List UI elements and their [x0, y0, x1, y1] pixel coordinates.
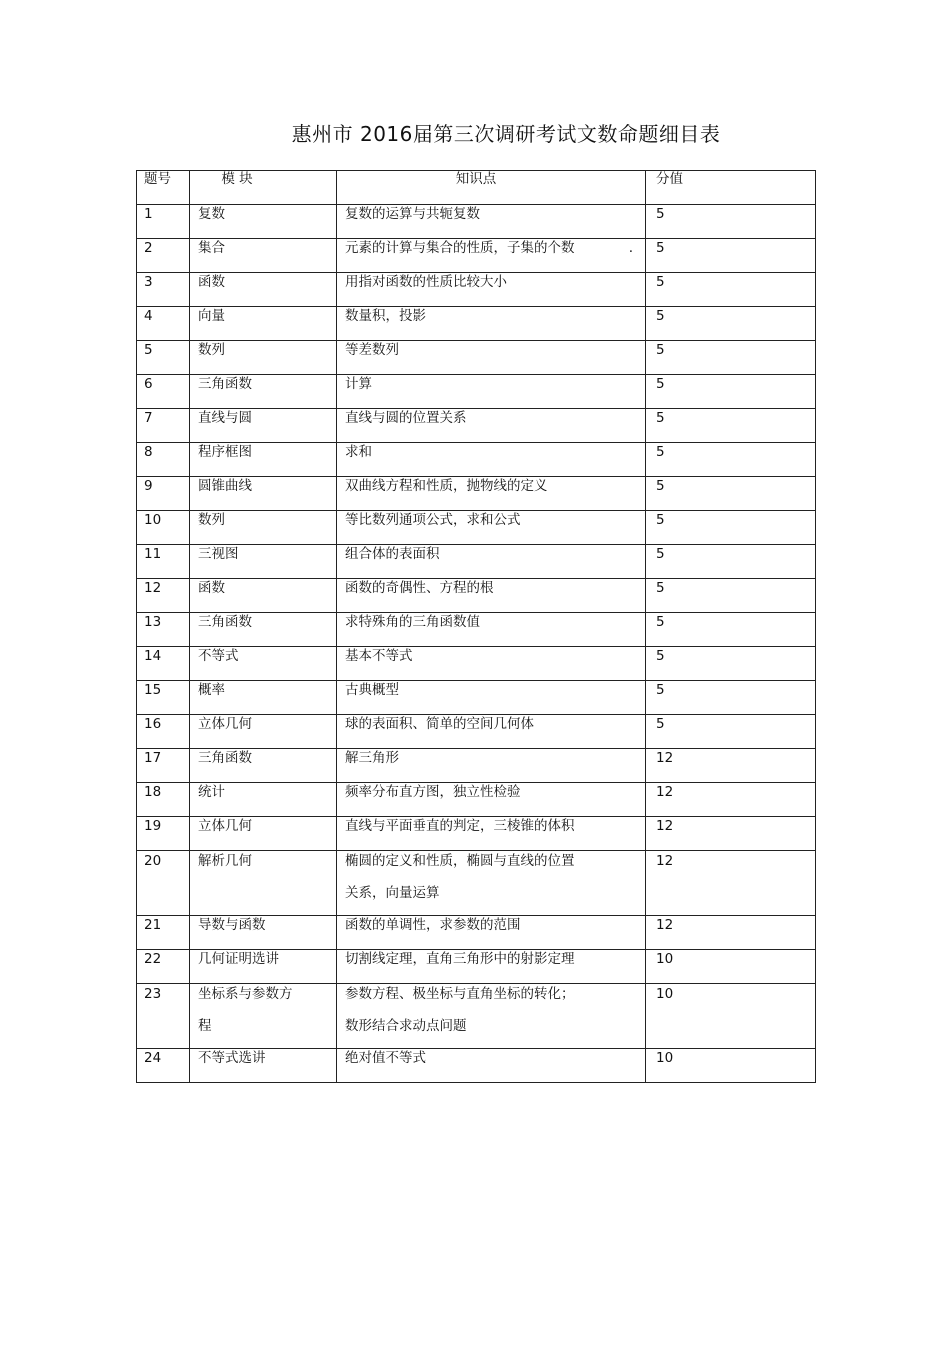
cell-module-text: 导数与函数	[198, 917, 266, 933]
cell-module-text: 几何证明选讲	[198, 951, 279, 967]
table-row	[137, 783, 816, 817]
cell-score-text: 12	[656, 917, 674, 933]
cell-score-text: 5	[656, 682, 665, 698]
cell-point	[337, 647, 646, 681]
cell-no	[137, 375, 190, 409]
cell-point	[337, 443, 646, 477]
cell-score	[646, 545, 816, 579]
cell-module-text: 程序框图	[198, 444, 252, 460]
cell-module-text: 三角函数	[198, 614, 252, 630]
cell-score-text: 5	[656, 478, 665, 494]
cell-point	[337, 851, 646, 916]
cell-module	[190, 851, 337, 916]
cell-point-text: 绝对值不等式	[345, 1050, 426, 1066]
cell-score	[646, 511, 816, 545]
cell-score	[646, 715, 816, 749]
cell-point-text: 基本不等式	[345, 648, 413, 664]
cell-score-text: 5	[656, 716, 665, 732]
cell-module	[190, 443, 337, 477]
cell-module-text-line2: 程	[198, 1018, 212, 1034]
cell-no	[137, 443, 190, 477]
cell-module-text: 三角函数	[198, 376, 252, 392]
header-score: 分值	[646, 171, 816, 205]
cell-point	[337, 984, 646, 1049]
cell-module-text: 不等式选讲	[198, 1050, 266, 1066]
cell-module	[190, 647, 337, 681]
cell-module-text: 数列	[198, 512, 225, 528]
table-row	[137, 477, 816, 511]
cell-point	[337, 749, 646, 783]
cell-no	[137, 239, 190, 273]
cell-no-text: 11	[144, 546, 162, 562]
cell-score	[646, 681, 816, 715]
cell-no	[137, 409, 190, 443]
cell-module	[190, 715, 337, 749]
cell-module-text: 立体几何	[198, 716, 252, 732]
cell-point-text: 等比数列通项公式，求和公式	[345, 512, 521, 528]
cell-module-text: 圆锥曲线	[198, 478, 252, 494]
cell-point-text: 直线与平面垂直的判定，三棱锥的体积	[345, 818, 575, 834]
cell-module	[190, 681, 337, 715]
cell-module	[190, 477, 337, 511]
cell-no-text: 16	[144, 716, 162, 732]
cell-score-text: 12	[656, 750, 674, 766]
cell-score-text: 5	[656, 444, 665, 460]
table-row	[137, 613, 816, 647]
cell-score	[646, 579, 816, 613]
cell-score-text: 5	[656, 512, 665, 528]
cell-no	[137, 715, 190, 749]
cell-score-text: 5	[656, 614, 665, 630]
cell-no-text: 22	[144, 951, 162, 967]
cell-no-text: 7	[144, 410, 153, 426]
cell-score	[646, 613, 816, 647]
table-row	[137, 1049, 816, 1083]
cell-point	[337, 916, 646, 950]
cell-module-text: 函数	[198, 580, 225, 596]
cell-point	[337, 715, 646, 749]
table-row	[137, 681, 816, 715]
cell-score	[646, 375, 816, 409]
table-header-row	[137, 171, 816, 205]
cell-score-text: 5	[656, 274, 665, 290]
cell-point-text: 参数方程、极坐标与直角坐标的转化；	[345, 986, 575, 1002]
cell-score-text: 12	[656, 818, 674, 834]
cell-no	[137, 341, 190, 375]
cell-module	[190, 409, 337, 443]
cell-point	[337, 783, 646, 817]
cell-point-text: 古典概型	[345, 682, 399, 698]
cell-point-text: 复数的运算与共轭复数	[345, 206, 480, 222]
cell-no	[137, 273, 190, 307]
cell-module	[190, 307, 337, 341]
header-module: 模 块	[190, 171, 337, 205]
cell-no-text: 18	[144, 784, 162, 800]
cell-module	[190, 273, 337, 307]
cell-module-text: 解析几何	[198, 853, 252, 869]
cell-no	[137, 477, 190, 511]
cell-no-text: 4	[144, 308, 153, 324]
cell-point-text: 元素的计算与集合的性质，子集的个数	[345, 240, 575, 256]
cell-score	[646, 273, 816, 307]
cell-no-text: 2	[144, 240, 153, 256]
cell-score	[646, 647, 816, 681]
cell-no-text: 3	[144, 274, 153, 290]
cell-point-text: 数量积，投影	[345, 308, 426, 324]
cell-no	[137, 307, 190, 341]
cell-score-text: 5	[656, 206, 665, 222]
header-point: 知识点	[337, 171, 646, 205]
cell-module-text: 集合	[198, 240, 225, 256]
cell-score	[646, 916, 816, 950]
cell-no-text: 24	[144, 1050, 162, 1066]
cell-module-text: 函数	[198, 274, 225, 290]
cell-point	[337, 341, 646, 375]
table-row	[137, 239, 816, 273]
cell-point	[337, 545, 646, 579]
cell-point	[337, 613, 646, 647]
cell-module-text: 统计	[198, 784, 225, 800]
cell-no-text: 1	[144, 206, 153, 222]
cell-point-text: 等差数列	[345, 342, 399, 358]
cell-no-text: 23	[144, 986, 162, 1002]
cell-module-text: 不等式	[198, 648, 239, 664]
cell-module-text: 坐标系与参数方	[198, 986, 293, 1002]
cell-score	[646, 851, 816, 916]
header-no: 题号	[137, 171, 190, 205]
cell-no-text: 12	[144, 580, 162, 596]
cell-module	[190, 613, 337, 647]
cell-no-text: 19	[144, 818, 162, 834]
table-row	[137, 205, 816, 239]
cell-point-text: 计算	[345, 376, 372, 392]
table-row	[137, 851, 816, 916]
cell-no-text: 13	[144, 614, 162, 630]
cell-no	[137, 545, 190, 579]
cell-point-text: 求和	[345, 444, 372, 460]
cell-module-text: 直线与圆	[198, 410, 252, 426]
cell-no-text: 6	[144, 376, 153, 392]
cell-no-text: 20	[144, 853, 162, 869]
cell-score-text: 5	[656, 546, 665, 562]
cell-no	[137, 511, 190, 545]
table-row	[137, 511, 816, 545]
cell-module	[190, 511, 337, 545]
cell-module	[190, 341, 337, 375]
cell-point-text: 解三角形	[345, 750, 399, 766]
cell-no	[137, 916, 190, 950]
cell-point-mark: .	[628, 240, 633, 256]
cell-point-text: 直线与圆的位置关系	[345, 410, 467, 426]
cell-score-text: 5	[656, 308, 665, 324]
cell-module	[190, 1049, 337, 1083]
cell-score	[646, 341, 816, 375]
cell-module	[190, 749, 337, 783]
spec-table	[136, 170, 816, 1083]
cell-point	[337, 477, 646, 511]
cell-point	[337, 205, 646, 239]
cell-score	[646, 783, 816, 817]
table-row	[137, 443, 816, 477]
cell-score-text: 5	[656, 648, 665, 664]
cell-point	[337, 511, 646, 545]
cell-score-text: 5	[656, 410, 665, 426]
table-row	[137, 916, 816, 950]
cell-module-text: 立体几何	[198, 818, 252, 834]
cell-module	[190, 916, 337, 950]
cell-module	[190, 545, 337, 579]
cell-score-text: 5	[656, 342, 665, 358]
cell-point-text-line2: 关系，向量运算	[345, 885, 440, 901]
cell-point-text: 求特殊角的三角函数值	[345, 614, 480, 630]
cell-no-text: 17	[144, 750, 162, 766]
cell-score-text: 5	[656, 240, 665, 256]
table-row	[137, 579, 816, 613]
cell-module-text: 数列	[198, 342, 225, 358]
cell-point	[337, 681, 646, 715]
cell-no-text: 14	[144, 648, 162, 664]
cell-score-text: 10	[656, 951, 674, 967]
cell-point	[337, 409, 646, 443]
cell-score-text: 5	[656, 376, 665, 392]
cell-module-text: 复数	[198, 206, 225, 222]
cell-no	[137, 681, 190, 715]
cell-module-text: 概率	[198, 682, 225, 698]
cell-score-text: 10	[656, 1050, 674, 1066]
cell-score	[646, 409, 816, 443]
cell-module-text: 三视图	[198, 546, 239, 562]
cell-module-text: 向量	[198, 308, 225, 324]
cell-point	[337, 273, 646, 307]
table-row	[137, 307, 816, 341]
cell-score	[646, 477, 816, 511]
cell-score	[646, 443, 816, 477]
cell-no	[137, 851, 190, 916]
cell-module	[190, 579, 337, 613]
cell-point-text: 频率分布直方图，独立性检验	[345, 784, 521, 800]
cell-no	[137, 749, 190, 783]
cell-score	[646, 205, 816, 239]
table-body	[137, 205, 816, 1083]
cell-score	[646, 307, 816, 341]
cell-score	[646, 1049, 816, 1083]
cell-point-text: 用指对函数的性质比较大小	[345, 274, 507, 290]
cell-no-text: 15	[144, 682, 162, 698]
cell-module	[190, 783, 337, 817]
table-row	[137, 545, 816, 579]
cell-point	[337, 307, 646, 341]
cell-no-text: 9	[144, 478, 153, 494]
cell-point	[337, 1049, 646, 1083]
cell-point	[337, 579, 646, 613]
table-row	[137, 409, 816, 443]
cell-module	[190, 984, 337, 1049]
table-row	[137, 749, 816, 783]
cell-module	[190, 205, 337, 239]
table-row	[137, 647, 816, 681]
cell-score-text: 10	[656, 986, 674, 1002]
cell-module	[190, 239, 337, 273]
cell-point-text: 椭圆的定义和性质，椭圆与直线的位置	[345, 853, 575, 869]
cell-module	[190, 375, 337, 409]
cell-point-text: 函数的奇偶性、方程的根	[345, 580, 494, 596]
cell-point-text: 切割线定理，直角三角形中的射影定理	[345, 951, 575, 967]
cell-point-text: 球的表面积、简单的空间几何体	[345, 716, 534, 732]
cell-score	[646, 239, 816, 273]
cell-score-text: 12	[656, 784, 674, 800]
cell-point	[337, 239, 646, 273]
cell-no	[137, 984, 190, 1049]
table-row	[137, 341, 816, 375]
cell-no-text: 10	[144, 512, 162, 528]
cell-no	[137, 1049, 190, 1083]
cell-point	[337, 375, 646, 409]
cell-no	[137, 783, 190, 817]
table-row	[137, 273, 816, 307]
cell-point-text: 双曲线方程和性质，抛物线的定义	[345, 478, 548, 494]
cell-point-text-line2: 数形结合求动点问题	[345, 1018, 467, 1034]
cell-score	[646, 984, 816, 1049]
cell-score-text: 5	[656, 580, 665, 596]
cell-no	[137, 647, 190, 681]
cell-score-text: 12	[656, 853, 674, 869]
table-row	[137, 984, 816, 1049]
cell-no	[137, 613, 190, 647]
document-title: 惠州市 2016届第三次调研考试文数命题细目表	[291, 122, 721, 146]
table-row	[137, 375, 816, 409]
cell-no	[137, 579, 190, 613]
cell-point-text: 函数的单调性，求参数的范围	[345, 917, 521, 933]
cell-no	[137, 205, 190, 239]
cell-score	[646, 749, 816, 783]
cell-module-text: 三角函数	[198, 750, 252, 766]
cell-no-text: 21	[144, 917, 162, 933]
cell-point-text: 组合体的表面积	[345, 546, 440, 562]
cell-no-text: 5	[144, 342, 153, 358]
table-row	[137, 715, 816, 749]
cell-no-text: 8	[144, 444, 153, 460]
